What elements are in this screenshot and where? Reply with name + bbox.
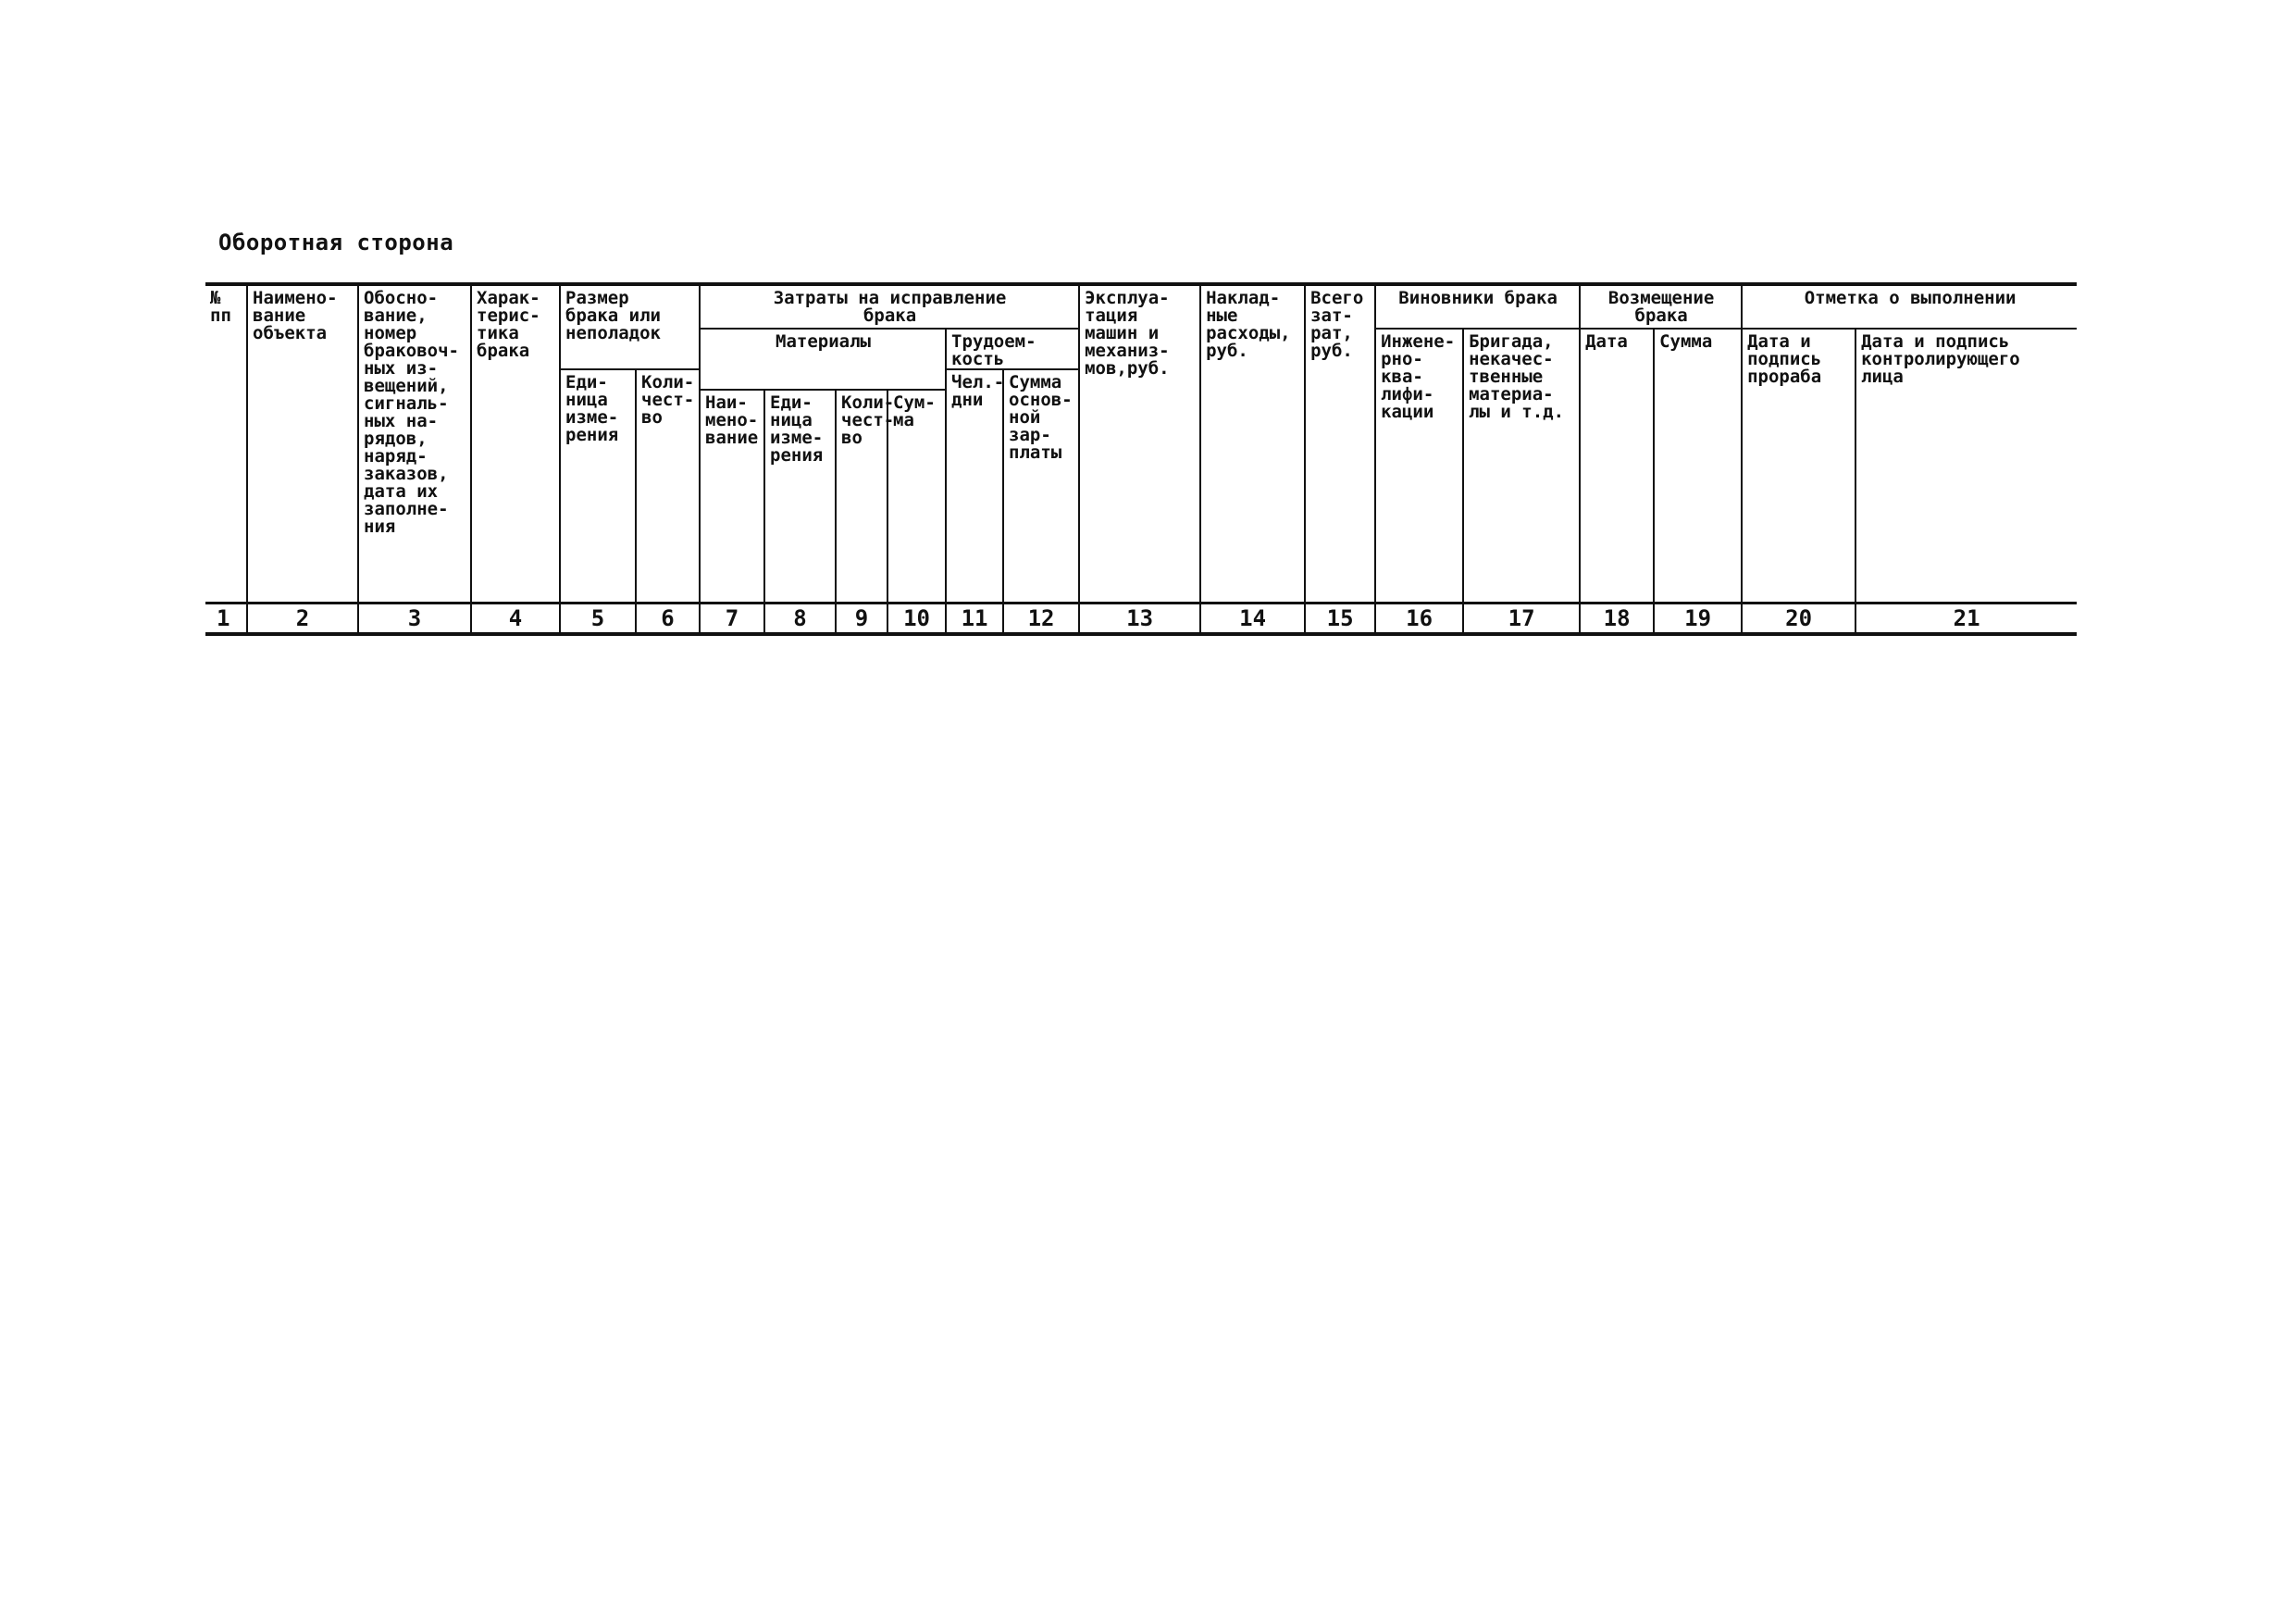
header-cell-engineering-staff: Инжене- рно- ква- лифи- кации xyxy=(1375,329,1463,603)
header-group-defect-size: Размер брака или неполадок xyxy=(560,284,700,369)
header-group-correction-costs: Затраты на исправление брака xyxy=(700,284,1079,329)
header-group-completion-mark: Отметка о выполнении xyxy=(1742,284,2077,329)
column-number: 1 xyxy=(205,603,247,634)
header-cell-material-quantity: Коли- чест- во xyxy=(836,390,887,603)
header-cell-man-days: Чел.- дни xyxy=(946,369,1003,603)
header-group-culprits: Виновники брака xyxy=(1375,284,1580,329)
column-number: 16 xyxy=(1375,603,1463,634)
header-cell-defect-description: Харак- терис- тика брака xyxy=(471,284,560,603)
column-number: 7 xyxy=(700,603,764,634)
header-cell-material-unit: Еди- ница изме- рения xyxy=(764,390,836,603)
column-number: 21 xyxy=(1855,603,2077,634)
column-number: 8 xyxy=(764,603,836,634)
column-number: 4 xyxy=(471,603,560,634)
column-number: 10 xyxy=(887,603,946,634)
column-number: 14 xyxy=(1200,603,1305,634)
header-cell-material-name: Наи- мено- вание xyxy=(700,390,764,603)
header-cell-machine-operation: Эксплуа- тация машин и механиз- мов,руб. xyxy=(1079,284,1200,603)
column-number: 18 xyxy=(1580,603,1654,634)
column-number: 2 xyxy=(247,603,358,634)
header-cell-foreman-signature: Дата и подпись прораба xyxy=(1742,329,1855,603)
column-number: 12 xyxy=(1003,603,1079,634)
column-number: 13 xyxy=(1079,603,1200,634)
header-cell-justification: Обосно- вание, номер браковоч- ных из- вещений, сигналь- ных на- рядов, наряд- заказов, дата их заполне- ния xyxy=(358,284,471,603)
column-number: 5 xyxy=(560,603,636,634)
header-cell-compensation-amount: Сумма xyxy=(1654,329,1742,603)
column-number: 19 xyxy=(1654,603,1742,634)
column-number: 20 xyxy=(1742,603,1855,634)
page-side-label: Оборотная сторона xyxy=(218,230,454,255)
column-number: 9 xyxy=(836,603,887,634)
header-group-labor-intensity: Трудоем- кость xyxy=(946,329,1079,369)
column-number: 3 xyxy=(358,603,471,634)
header-group-compensation: Возмещение брака xyxy=(1580,284,1742,329)
header-group-materials: Материалы xyxy=(700,329,946,390)
header-cell-overhead: Наклад- ные расходы, руб. xyxy=(1200,284,1305,603)
header-cell-object-name: Наимено- вание объекта xyxy=(247,284,358,603)
header-cell-number: № пп xyxy=(205,284,247,603)
column-number: 17 xyxy=(1463,603,1580,634)
header-cell-unit: Еди- ница изме- рения xyxy=(560,369,636,603)
header-cell-compensation-date: Дата xyxy=(1580,329,1654,603)
header-cell-brigade-materials: Бригада, некачес- твенные материа- лы и т.д. xyxy=(1463,329,1580,603)
header-cell-material-sum: Сум- ма xyxy=(887,390,946,603)
column-number: 6 xyxy=(636,603,700,634)
column-number: 15 xyxy=(1305,603,1375,634)
defect-register-table xyxy=(205,282,2077,636)
column-number: 11 xyxy=(946,603,1003,634)
header-cell-inspector-signature: Дата и подпись контролирующего лица xyxy=(1855,329,2077,603)
header-cell-quantity: Коли- чест- во xyxy=(636,369,700,603)
header-cell-total-costs: Всего зат- рат, руб. xyxy=(1305,284,1375,603)
header-cell-basic-wages: Сумма основ- ной зар- платы xyxy=(1003,369,1079,603)
